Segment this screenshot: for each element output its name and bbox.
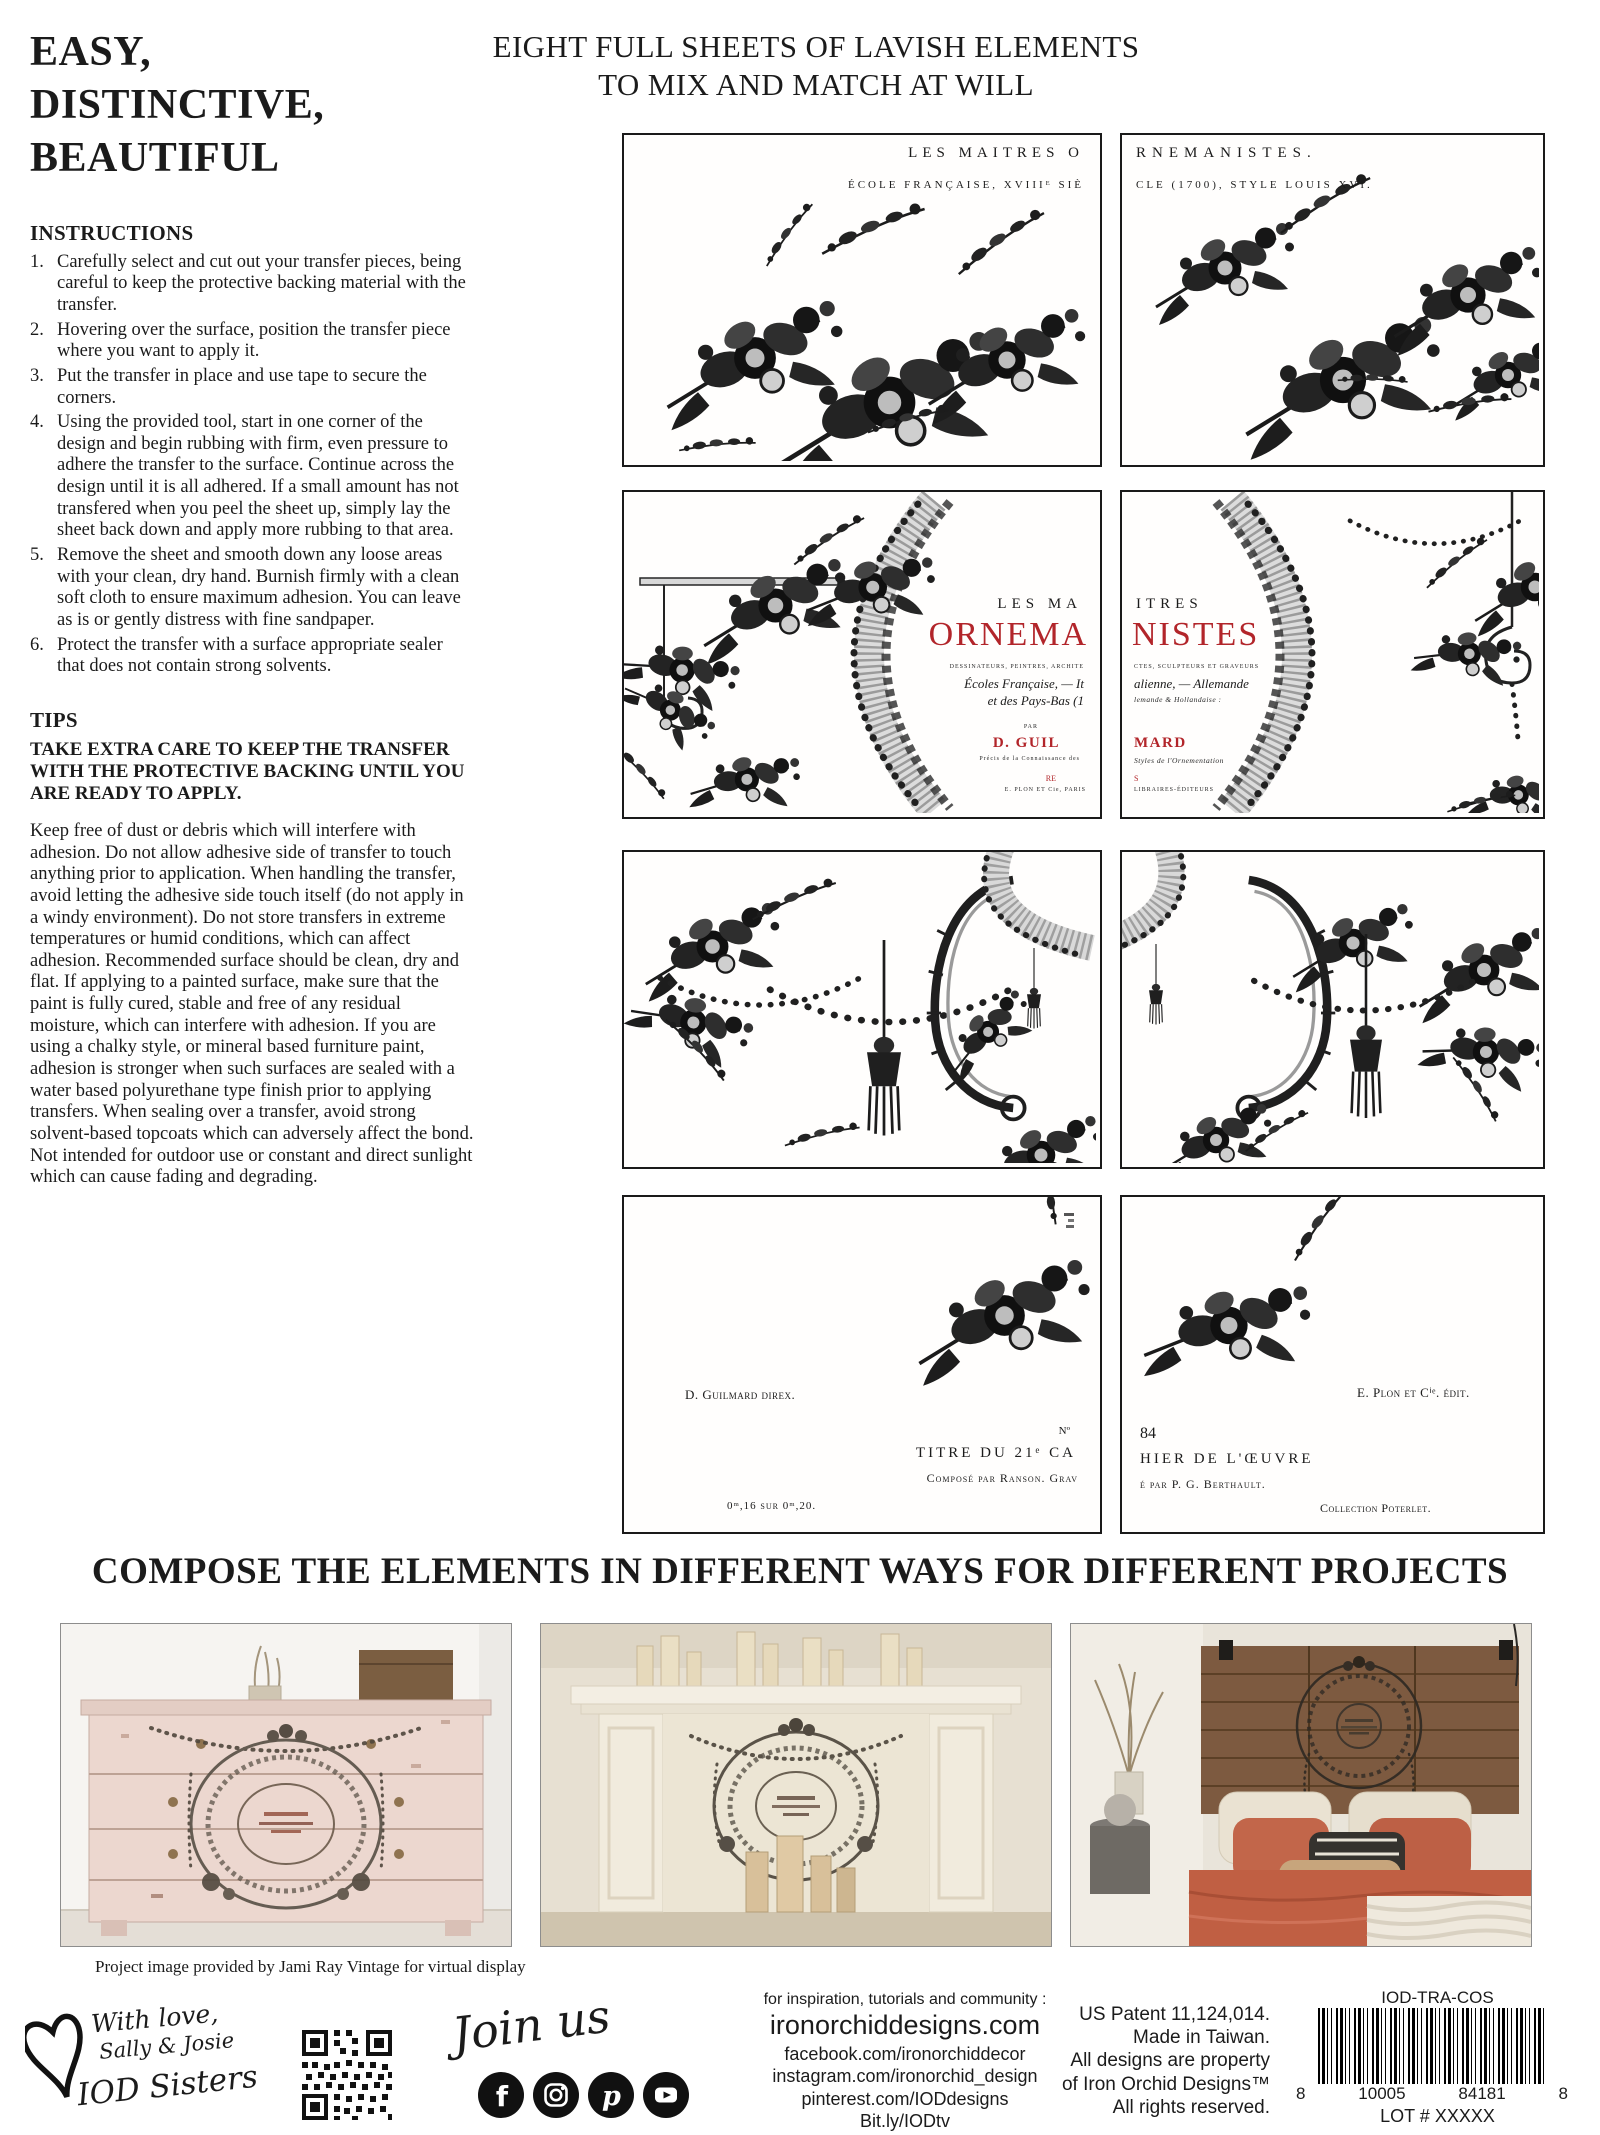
legal-property-1: All designs are property xyxy=(1070,2050,1270,2072)
sheet7-number-label: Nº xyxy=(1058,1425,1070,1437)
sheet7-composed: Composé par Ranson. Grav xyxy=(926,1471,1078,1485)
sheets-heading-line-1: EIGHT FULL SHEETS OF LAVISH ELEMENTS xyxy=(492,29,1140,64)
step-number: 4. xyxy=(30,412,44,433)
tips-warning: TAKE EXTRA CARE TO KEEP THE TRANSFER WITH THE PROTECTIVE BACKING UNTIL YOU ARE READY TO APPLY. xyxy=(30,738,465,804)
barcode-digits xyxy=(1296,2084,1568,2104)
step-number: 1. xyxy=(30,251,44,272)
sheet4-italic-1: alienne, — Allemande xyxy=(1134,676,1249,691)
join-us-text: Join us xyxy=(449,1988,614,2062)
step-text: Remove the sheet and smooth down any loose areas with your clean, dry hand. Burnish firmly with a clean soft cloth to ensure maximum adhesion. You can leave as is or gently distress with fine sandpaper. xyxy=(57,545,461,630)
sheet4-red-title: NISTES xyxy=(1132,616,1260,653)
lot-number: LOT # XXXXX xyxy=(1380,2106,1495,2126)
sheet1-subtitle: ÉCOLE FRANÇAISE, XVIIIᴱ SIÈ xyxy=(847,179,1084,191)
dresser-scene xyxy=(61,1624,511,1946)
tips-body: Keep free of dust or debris which will interfere with adhesion. Do not allow adhesive side of transfer to touch anything prior to application. When handling the transfer, avoid letting the adhesive side touch itself (do not apply in a windy environment). Do not store transfers in extreme temperatures or humid conditions, which can affect adhesion. Recommended surface should be clean, dry and flat. If applying to a painted surface, make sure that the paint is fully cured, stable and free of any residual moisture, which can interfere with adhesion. If you are using a chalky style, or mineral based furniture paint, adhesion is stronger when such surfaces are sealed with a water based polyurethane type finish prior to applying transfers. When sealing over a transfer, avoid strong solvent-based topcoats which can adversely affect the bond. Not intended for outdoor use or constant and direct sunlight which can cause fading and degrading. xyxy=(30,820,474,1188)
sheet8-title: HIER DE L'ŒUVRE xyxy=(1140,1451,1314,1467)
sheet3-red-name: D. GUIL xyxy=(992,735,1060,751)
transfer-sheet-4 xyxy=(1120,490,1545,819)
left-column xyxy=(30,26,474,1189)
sheet3-italic-2: et des Pays-Bas (1 xyxy=(987,693,1084,708)
sheet3-par: PAR xyxy=(1023,724,1038,730)
sheet2-subtitle: CLE (1700), STYLE LOUIS XVI. xyxy=(1136,179,1373,191)
transfer-sheet-7 xyxy=(622,1195,1102,1534)
instruction-step xyxy=(30,635,474,678)
instructions-list xyxy=(30,252,474,678)
sheet1-title: LES MAITRES O xyxy=(908,145,1084,161)
sheet4-tiny-caps: CTES, SCULPTEURS ET GRAVEURS xyxy=(1134,664,1260,670)
link-facebook: facebook.com/ironorchiddecor xyxy=(784,2043,1026,2064)
tips-heading: TIPS xyxy=(30,707,78,732)
instruction-step xyxy=(30,252,474,317)
sheet4-tiny-line-1: lemande & Hollandaise : xyxy=(1134,695,1222,704)
transfer-sheet-2 xyxy=(1120,133,1545,467)
svg-text:p: p xyxy=(602,2081,621,2112)
sheet4-tiny-bottom: LIBRAIRES-ÉDITEURS xyxy=(1134,787,1214,793)
legal-block xyxy=(1020,2003,1270,2119)
link-instagram: instagram.com/ironorchid_design xyxy=(772,2066,1038,2087)
legal-rights: All rights reserved. xyxy=(1112,2096,1270,2118)
transfer-sheet-5 xyxy=(622,850,1102,1169)
link-website: ironorchiddesigns.com xyxy=(769,2010,1041,2041)
instruction-step xyxy=(30,545,474,632)
qr-code xyxy=(300,2028,394,2122)
bedroom-scene xyxy=(1071,1624,1531,1946)
page-title xyxy=(30,26,474,185)
sheet8-number: 84 xyxy=(1140,1425,1156,1442)
sku-code: IOD-TRA-COS xyxy=(1381,1988,1494,2007)
sheets-heading-line-2: TO MIX AND MATCH AT WILL xyxy=(598,66,1034,102)
join-us-block xyxy=(432,1988,732,2062)
legal-made-in: Made in Taiwan. xyxy=(1133,2027,1270,2049)
sheet8-by-line: é par P. G. Berthault. xyxy=(1140,1477,1266,1491)
barcode xyxy=(1318,2008,1546,2084)
step-text: Using the provided tool, start in one corner of the design and begin rubbing with firm, even pressure to adhere the transfer to the surface. Continue across the design until it is all adhered. If a small amount has not transfered when you peel the sheet up, simply lay the sheet back down and apply more rubbing to that area. xyxy=(57,412,459,541)
engraving-swag-tassel xyxy=(1122,852,1539,1163)
step-text: Carefully select and cut out your transfer pieces, being careful to keep the protective backing material with the transfer. xyxy=(57,251,466,315)
step-number: 3. xyxy=(30,365,44,386)
project-photo-bedroom xyxy=(1070,1623,1532,1947)
sheet8-collection: Collection Poterlet. xyxy=(1320,1501,1432,1515)
instruction-step xyxy=(30,320,474,363)
step-number: 2. xyxy=(30,319,44,340)
transfer-sheet-1 xyxy=(622,133,1102,467)
sheet4-top-text: ITRES xyxy=(1136,596,1203,612)
sheet8-credit: E. Plon et Cⁱᵉ. édit. xyxy=(1357,1385,1470,1400)
social-icons-row xyxy=(478,2072,689,2118)
signature-block xyxy=(25,1998,275,2127)
barcode-digit-group-2: 84181 xyxy=(1458,2084,1506,2103)
sheet4-tiny-line-2: Styles de l'Ornementation xyxy=(1134,756,1224,765)
youtube-icon xyxy=(643,2072,689,2118)
transfer-sheet-8 xyxy=(1120,1195,1545,1534)
legal-property-2: of Iron Orchid Designs™ xyxy=(1061,2073,1270,2095)
instructions-heading: INSTRUCTIONS xyxy=(30,220,194,245)
sheet4-red-small: S xyxy=(1134,774,1139,783)
sheet3-red-small: RE xyxy=(1045,774,1056,783)
sheet3-tiny-caps: DESSINATEURS, PEINTRES, ARCHITE xyxy=(949,664,1084,670)
instruction-step xyxy=(30,412,474,542)
sheet4-red-name: MARD xyxy=(1134,735,1187,751)
instagram-icon xyxy=(533,2072,579,2118)
step-text: Protect the transfer with a surface appropriate sealer that does not contain strong solvents. xyxy=(57,634,443,677)
transfer-sheet-3 xyxy=(622,490,1102,819)
instruction-step xyxy=(30,366,474,409)
title-line-3: BEAUTIFUL xyxy=(30,134,280,181)
pinterest-icon xyxy=(588,2072,634,2118)
sheets-heading xyxy=(488,28,1144,104)
community-intro: for inspiration, tutorials and community : xyxy=(763,1991,1047,2008)
sheet2-title: RNEMANISTES. xyxy=(1136,145,1317,161)
transfer-sheet-6 xyxy=(1120,850,1545,1169)
barcode-digit-left: 8 xyxy=(1296,2084,1306,2103)
project-photo-fireplace xyxy=(540,1623,1052,1947)
sheet3-tiny-bottom: E. PLON ET Cie, PARIS xyxy=(1004,787,1086,793)
link-bitly: Bit.ly/IODtv xyxy=(859,2111,950,2132)
link-pinterest: pinterest.com/IODdesigns xyxy=(801,2088,1009,2109)
title-line-2: DISTINCTIVE, xyxy=(30,81,325,128)
sheet7-title: TITRE DU 21ᵉ CA xyxy=(915,1445,1076,1461)
sheet7-size: 0ᵐ,16 sur 0ᵐ,20. xyxy=(727,1500,817,1512)
sheet3-italic-1: Écoles Française, — It xyxy=(964,676,1084,691)
fireplace-scene xyxy=(541,1624,1051,1946)
signature-line-2: Sally & Josie xyxy=(98,2028,236,2064)
sheet3-tiny-line: Précis de la Connaissance des xyxy=(979,756,1080,762)
barcode-digit-group-1: 10005 xyxy=(1358,2084,1406,2103)
title-line-1: EASY, xyxy=(30,29,152,75)
sheet7-credit: D. Guilmard direx. xyxy=(685,1387,796,1402)
photo-caption: Project image provided by Jami Ray Vintage for virtual display xyxy=(95,1957,526,1976)
compose-heading: COMPOSE THE ELEMENTS IN DIFFERENT WAYS FOR DIFFERENT PROJECTS xyxy=(91,1551,1509,1592)
step-number: 5. xyxy=(30,545,44,566)
sheet3-red-title: ORNEMA xyxy=(928,616,1088,653)
facebook-icon xyxy=(478,2072,524,2118)
svg-text:f: f xyxy=(495,2080,509,2113)
step-number: 6. xyxy=(30,634,44,655)
barcode-digit-right: 8 xyxy=(1558,2084,1568,2103)
signature-line-3: IOD Sisters xyxy=(75,2058,260,2114)
step-text: Hovering over the surface, position the transfer piece where you want to apply it. xyxy=(57,319,451,362)
project-photo-dresser xyxy=(60,1623,512,1947)
legal-patent: US Patent 11,124,014. xyxy=(1079,2004,1270,2025)
sheet3-top-text: LES MA xyxy=(997,596,1082,612)
signature-line-1: With love, xyxy=(89,1998,220,2039)
step-text: Put the transfer in place and use tape to secure the corners. xyxy=(57,365,427,408)
knit-throw xyxy=(1367,1896,1531,1946)
engraving-swag-tassel xyxy=(624,852,1096,1163)
